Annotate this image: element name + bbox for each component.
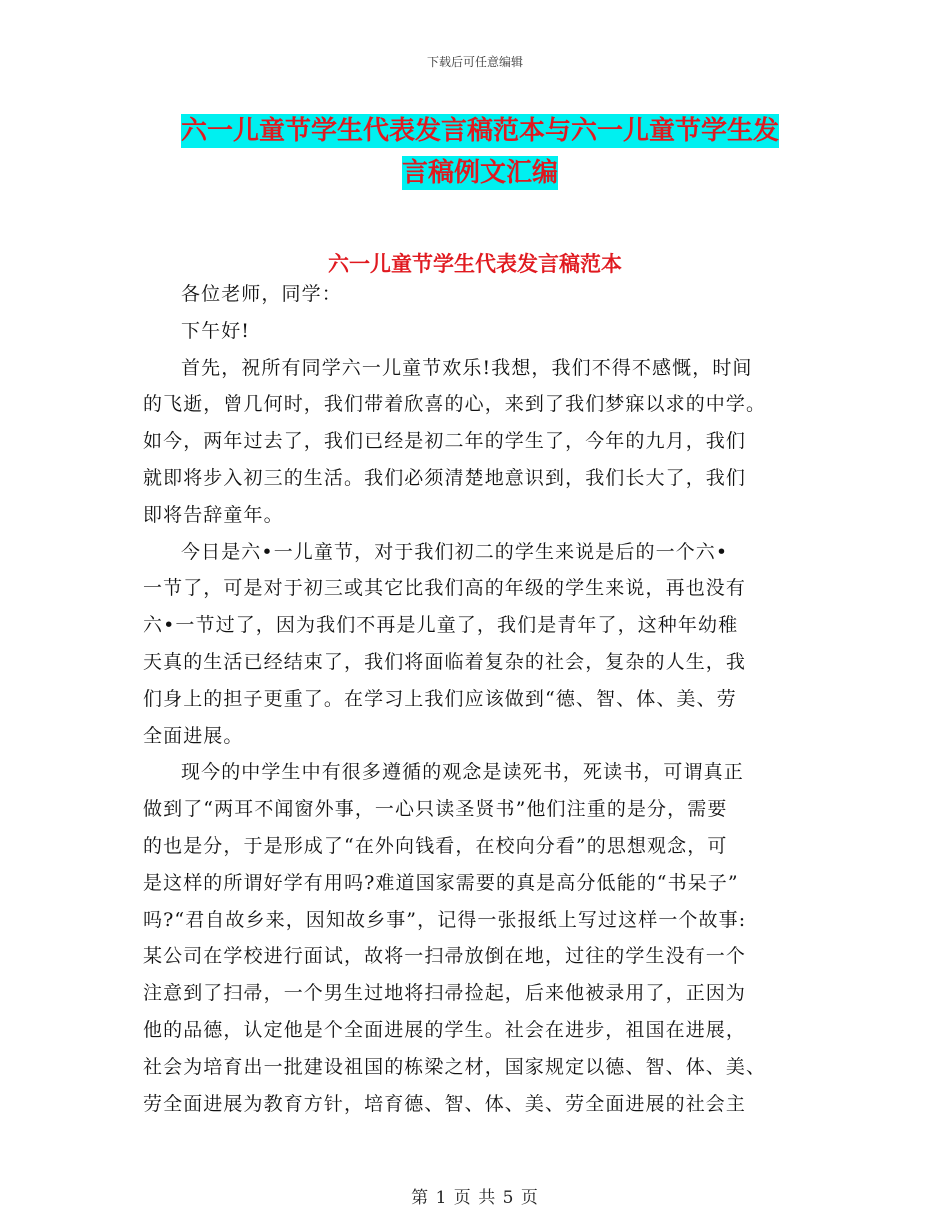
document-title-line-1: 六一儿童节学生代表发言稿范本与六一儿童节学生发 <box>180 116 779 146</box>
document-title-line-2: 言稿例文汇编 <box>401 158 558 188</box>
document-title <box>140 110 820 194</box>
document-body <box>143 276 819 1122</box>
body-paragraph: 首先，祝所有同学六一儿童节欢乐!我想，我们不得不感慨，时间 的飞逝，曾几何时，我们带着欣喜的心，来到了我们梦寐以求的中学。 如今，两年过去了，我们已经是初二年的学生了，今年的九月，我们 就即将步入初三的生活。我们必须清楚地意识到，我们长大了，我们 即将告辞童年。 <box>143 356 767 526</box>
greeting: 下午好! <box>181 319 251 342</box>
body-paragraph: 今日是六•一儿童节，对于我们初二的学生来说是后的一个六• 一节了，可是对于初三或其它比我们高的年级的学生来说，再也没有 六•一节过了，因为我们不再是儿童了，我们是青年了，这种年幼稚 天真的生活已经结束了，我们将面临着复杂的社会，复杂的人生，我 们身上的担子更重了。在学习上我们应该做到“德、智、体、美、劳 全面进展。 <box>143 540 747 747</box>
body-paragraph: 现今的中学生中有很多遵循的观念是读死书，死读书，可谓真正 做到了“两耳不闻窗外事，一心只读圣贤书”他们注重的是分，需要 的也是分，于是形成了“在外向钱看，在校向分看”的思想观念，可 是这样的所谓好学有用吗?难道国家需要的真是高分低能的“书呆子” 吗?“君自故乡来，因知故乡事”，记得一张报纸上写过这样一个故事: 某公司在学校进行面试，故将一扫帚放倒在地，过往的学生没有一个 注意到了扫帚，一个男生过地将扫帚捡起，后来他被录用了，正因为 他的品德，认定他是个全面进展的学生。社会在进步，祖国在进展， 社会为培育出一批建设祖国的栋梁之材，国家规定以德、智、体、美、 劳全面进展为教育方针，培育德、智、体、美、劳全面进展的社会主 <box>143 761 767 1115</box>
page-number-footer: 第 1 页 共 5 页 <box>411 1188 539 1208</box>
section-title: 六一儿童节学生代表发言稿范本 <box>328 252 622 276</box>
salutation: 各位老师，同学： <box>181 283 342 305</box>
header-note: 下载后可任意编辑 <box>426 55 523 69</box>
